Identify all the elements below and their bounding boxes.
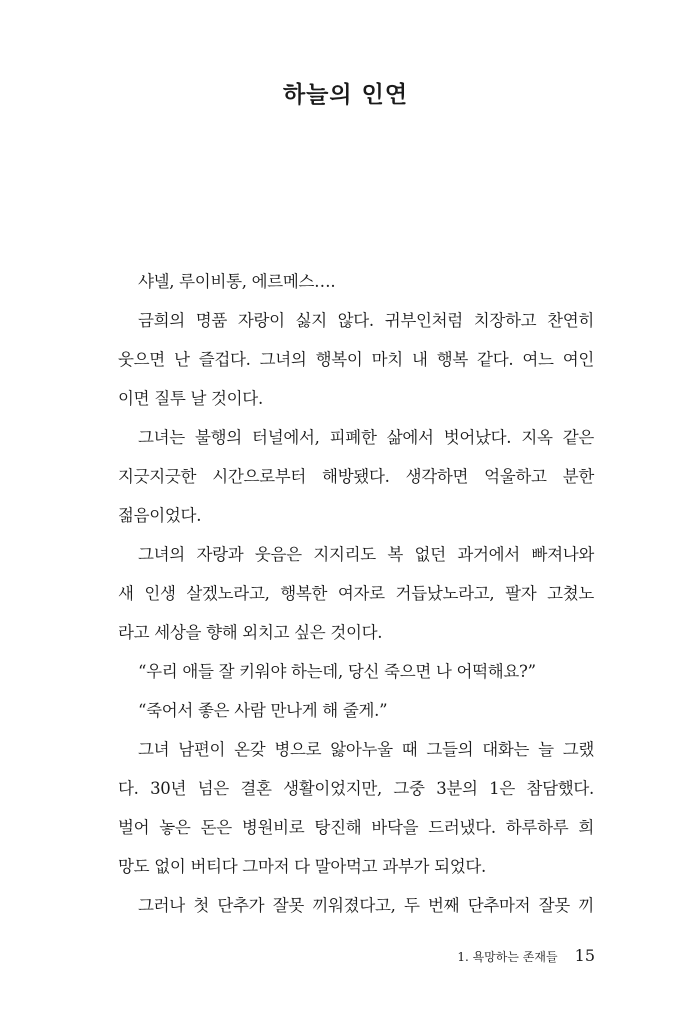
text-line: 웃으면 난 즐겁다. 그녀의 행복이 마치 내 행복 같다. 여느 여인 xyxy=(118,350,594,369)
text-line: 망도 없이 버티다 그마저 다 말아먹고 과부가 되었다. xyxy=(118,857,486,876)
page-footer xyxy=(457,946,595,965)
chapter-title: 하늘의 인연 xyxy=(282,82,409,108)
text-line: 그녀의 자랑과 웃음은 지지리도 복 없던 과거에서 빠져나와 xyxy=(138,545,594,564)
page-number: 15 xyxy=(574,946,595,965)
text-line: 다. 30년 넘은 결혼 생활이었지만, 그중 3분의 1은 참담했다. xyxy=(118,779,594,798)
text-line: 그녀 남편이 온갖 병으로 앓아누울 때 그들의 대화는 늘 그랬 xyxy=(138,740,594,759)
footer-chapter-label: 1. 욕망하는 존재들 xyxy=(457,950,558,964)
text-line: “죽어서 좋은 사람 만나게 해 줄게.” xyxy=(138,701,388,720)
text-line: 젊음이었다. xyxy=(118,506,202,525)
text-line: 그러나 첫 단추가 잘못 끼워졌다고, 두 번째 단추마저 잘못 끼 xyxy=(138,896,594,915)
text-line: 그녀는 불행의 터널에서, 피폐한 삶에서 벗어났다. 지옥 같은 xyxy=(138,428,594,447)
text-line: 라고 세상을 향해 외치고 싶은 것이다. xyxy=(118,623,383,642)
text-line: 새 인생 살겠노라고, 행복한 여자로 거듭났노라고, 팔자 고쳤노 xyxy=(118,584,594,603)
body-text xyxy=(118,262,594,925)
text-line: 벌어 놓은 돈은 병원비로 탕진해 바닥을 드러냈다. 하루하루 희 xyxy=(118,818,594,837)
text-line: 샤넬, 루이비통, 에르메스…. xyxy=(138,272,336,291)
text-line: 지긋지긋한 시간으로부터 해방됐다. 생각하면 억울하고 분한 xyxy=(118,467,594,486)
text-line: 금희의 명품 자랑이 싫지 않다. 귀부인처럼 치장하고 찬연히 xyxy=(138,311,594,330)
text-line: 이면 질투 날 것이다. xyxy=(118,389,263,408)
text-line: “우리 애들 잘 키워야 하는데, 당신 죽으면 나 어떡해요?” xyxy=(138,662,536,681)
